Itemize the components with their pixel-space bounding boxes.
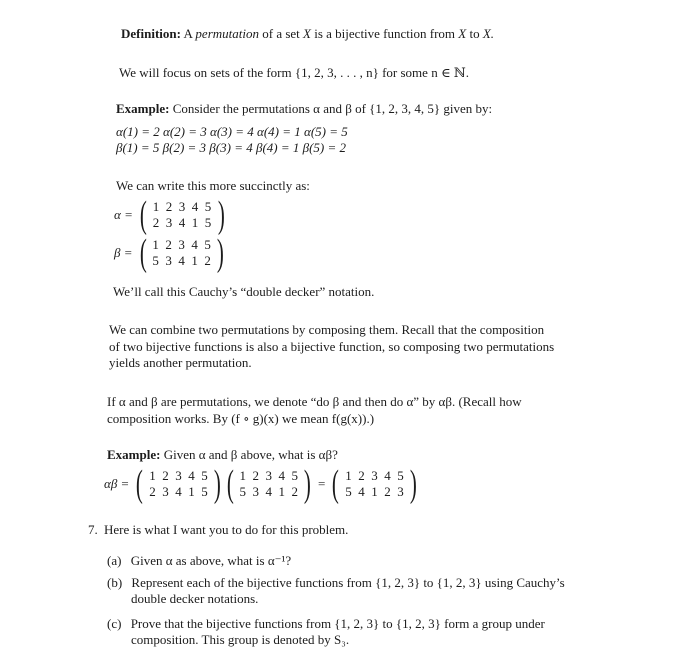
part-line: Given α as above, what is α⁻¹? bbox=[130, 553, 292, 568]
matrix-cell: 1 bbox=[371, 484, 378, 499]
matrix-cell: 4 bbox=[278, 468, 286, 483]
alpha-matrix bbox=[150, 200, 215, 230]
example2-heading bbox=[107, 447, 338, 463]
matrix-cell: 5 bbox=[345, 484, 352, 499]
composition-matrix-beta bbox=[236, 469, 301, 499]
definition-term: permutation bbox=[195, 26, 259, 41]
left-paren: ( bbox=[139, 194, 147, 236]
notation-line-1: If α and β are permutations, we denote “do β and then do α” by αβ. (Recall how bbox=[107, 394, 522, 409]
problem-number: 7. bbox=[88, 522, 98, 537]
matrix-cell: 4 bbox=[191, 237, 198, 252]
matrix-cell: 5 bbox=[397, 468, 404, 483]
matrix-cell: 4 bbox=[191, 199, 199, 214]
succinct-text: We can write this more succinctly as: bbox=[116, 178, 310, 193]
definition-label: Definition: bbox=[121, 26, 181, 41]
matrix-cell: 4 bbox=[358, 484, 365, 499]
definition-paragraph bbox=[121, 26, 494, 42]
matrix-cell: 1 bbox=[152, 237, 159, 252]
definition-to-word: to bbox=[469, 26, 480, 41]
matrix-cell: 5 bbox=[204, 237, 211, 252]
left-paren: ( bbox=[226, 463, 234, 505]
matrix-cell: 2 bbox=[152, 215, 160, 230]
matrix-cell: 4 bbox=[178, 253, 185, 268]
left-paren: ( bbox=[136, 463, 144, 505]
combine-paragraph bbox=[109, 322, 629, 372]
right-paren: ) bbox=[213, 463, 221, 505]
problem-part-c bbox=[107, 616, 545, 648]
right-paren: ) bbox=[304, 463, 312, 505]
matrix-cell: 2 bbox=[165, 199, 173, 214]
matrix-cell: 3 bbox=[175, 468, 182, 483]
alpha-matrix-label: α = bbox=[114, 207, 133, 222]
part-label: (a) bbox=[107, 553, 122, 568]
left-paren: ( bbox=[139, 232, 147, 274]
right-paren: ) bbox=[409, 463, 417, 505]
matrix-cell: 1 bbox=[188, 484, 195, 499]
matrix-cell: 3 bbox=[178, 237, 185, 252]
matrix-cell: 3 bbox=[265, 468, 273, 483]
matrix-cell: 4 bbox=[384, 468, 391, 483]
matrix-cell: 4 bbox=[188, 468, 195, 483]
matrix-cell: 1 bbox=[191, 253, 198, 268]
combine-line-1: We can combine two permutations by composing them. Recall that the composition bbox=[109, 322, 545, 337]
beta-matrix-label: β = bbox=[114, 245, 133, 260]
definition-mid: of a set bbox=[262, 26, 300, 41]
notation-paragraph bbox=[107, 394, 627, 427]
matrix-cell: 3 bbox=[252, 484, 260, 499]
matrix-cell: 3 bbox=[165, 215, 173, 230]
right-paren: ) bbox=[217, 194, 225, 236]
example2-label: Example: bbox=[107, 447, 161, 462]
matrix-cell: 2 bbox=[204, 253, 211, 268]
matrix-cell: 5 bbox=[239, 484, 247, 499]
matrix-cell: 1 bbox=[149, 468, 156, 483]
matrix-cell: 1 bbox=[345, 468, 352, 483]
matrix-cell: 5 bbox=[291, 468, 299, 483]
example1-label: Example: bbox=[116, 101, 170, 116]
matrix-cell: 3 bbox=[162, 484, 169, 499]
cauchy-text: We’ll call this Cauchy’s “double decker” notation. bbox=[113, 284, 375, 299]
composition-matrix-result bbox=[342, 469, 407, 499]
part-line: Represent each of the bijective functions from {1, 2, 3} to {1, 2, 3} using Cauchy’s bbox=[131, 575, 565, 590]
part-line-continued: composition. This group is denoted by S₃. bbox=[131, 632, 350, 647]
matrix-cell: 4 bbox=[178, 215, 186, 230]
matrix-cell: 1 bbox=[278, 484, 286, 499]
matrix-cell: 1 bbox=[191, 215, 199, 230]
part-label: (c) bbox=[107, 616, 122, 631]
composition-label: αβ = bbox=[104, 476, 130, 491]
focus-text: We will focus on sets of the form {1, 2, 3, . . . , n} for some n ∈ ℕ. bbox=[119, 65, 469, 80]
definition-pre: A bbox=[183, 26, 193, 41]
beta-matrix-row bbox=[114, 232, 227, 274]
example1-text: Consider the permutations α and β of {1, 2, 3, 4, 5} given by: bbox=[172, 101, 493, 116]
matrix-cell: 3 bbox=[178, 199, 186, 214]
composition-row bbox=[104, 463, 420, 505]
part-line: Prove that the bijective functions from {1, 2, 3} to {1, 2, 3} form a group under bbox=[130, 616, 545, 631]
matrix-cell: 2 bbox=[252, 468, 260, 483]
part-line-continued: double decker notations. bbox=[131, 591, 259, 606]
matrix-cell: 1 bbox=[239, 468, 247, 483]
notation-line-2: composition works. By (f ∘ g)(x) we mean f(g(x)).) bbox=[107, 410, 375, 426]
equals-sign: = bbox=[317, 476, 326, 491]
matrix-cell: 2 bbox=[162, 468, 169, 483]
problem-part-b bbox=[107, 575, 565, 607]
matrix-cell: 5 bbox=[204, 199, 212, 214]
example1-alpha-line: α(1) = 2 α(2) = 3 α(3) = 4 α(4) = 1 α(5) = 5 bbox=[116, 124, 348, 139]
matrix-cell: 4 bbox=[265, 484, 273, 499]
matrix-cell: 3 bbox=[165, 253, 172, 268]
matrix-cell: 5 bbox=[152, 253, 159, 268]
matrix-cell: 5 bbox=[204, 215, 212, 230]
matrix-cell: 4 bbox=[175, 484, 182, 499]
beta-matrix bbox=[149, 238, 214, 268]
matrix-cell: 3 bbox=[397, 484, 404, 499]
alpha-matrix-row bbox=[114, 194, 227, 236]
definition-post: is a bijective function from bbox=[314, 26, 456, 41]
matrix-cell: 3 bbox=[371, 468, 378, 483]
matrix-cell: 2 bbox=[165, 237, 172, 252]
example2-text: Given α and β above, what is αβ? bbox=[163, 447, 338, 462]
matrix-cell: 2 bbox=[291, 484, 299, 499]
combine-line-3: yields another permutation. bbox=[109, 355, 252, 370]
matrix-cell: 2 bbox=[358, 468, 365, 483]
definition-from: X bbox=[458, 26, 467, 41]
composition-matrix-alpha bbox=[146, 469, 211, 499]
matrix-cell: 5 bbox=[201, 484, 208, 499]
matrix-cell: 2 bbox=[149, 484, 156, 499]
problem-intro: Here is what I want you to do for this problem. bbox=[104, 522, 349, 537]
problem-part-a bbox=[107, 553, 291, 569]
definition-to: X. bbox=[482, 26, 495, 41]
matrix-cell: 5 bbox=[201, 468, 208, 483]
matrix-cell: 2 bbox=[384, 484, 391, 499]
example1-beta-line: β(1) = 5 β(2) = 3 β(3) = 4 β(4) = 1 β(5) = 2 bbox=[116, 140, 347, 155]
example1-heading bbox=[116, 101, 492, 117]
definition-set: X bbox=[303, 26, 311, 41]
combine-line-2: of two bijective functions is also a bijective function, so composing two permutations bbox=[109, 338, 555, 354]
matrix-cell: 1 bbox=[152, 199, 160, 214]
left-paren: ( bbox=[332, 463, 340, 505]
part-label: (b) bbox=[107, 575, 123, 590]
right-paren: ) bbox=[217, 232, 224, 274]
